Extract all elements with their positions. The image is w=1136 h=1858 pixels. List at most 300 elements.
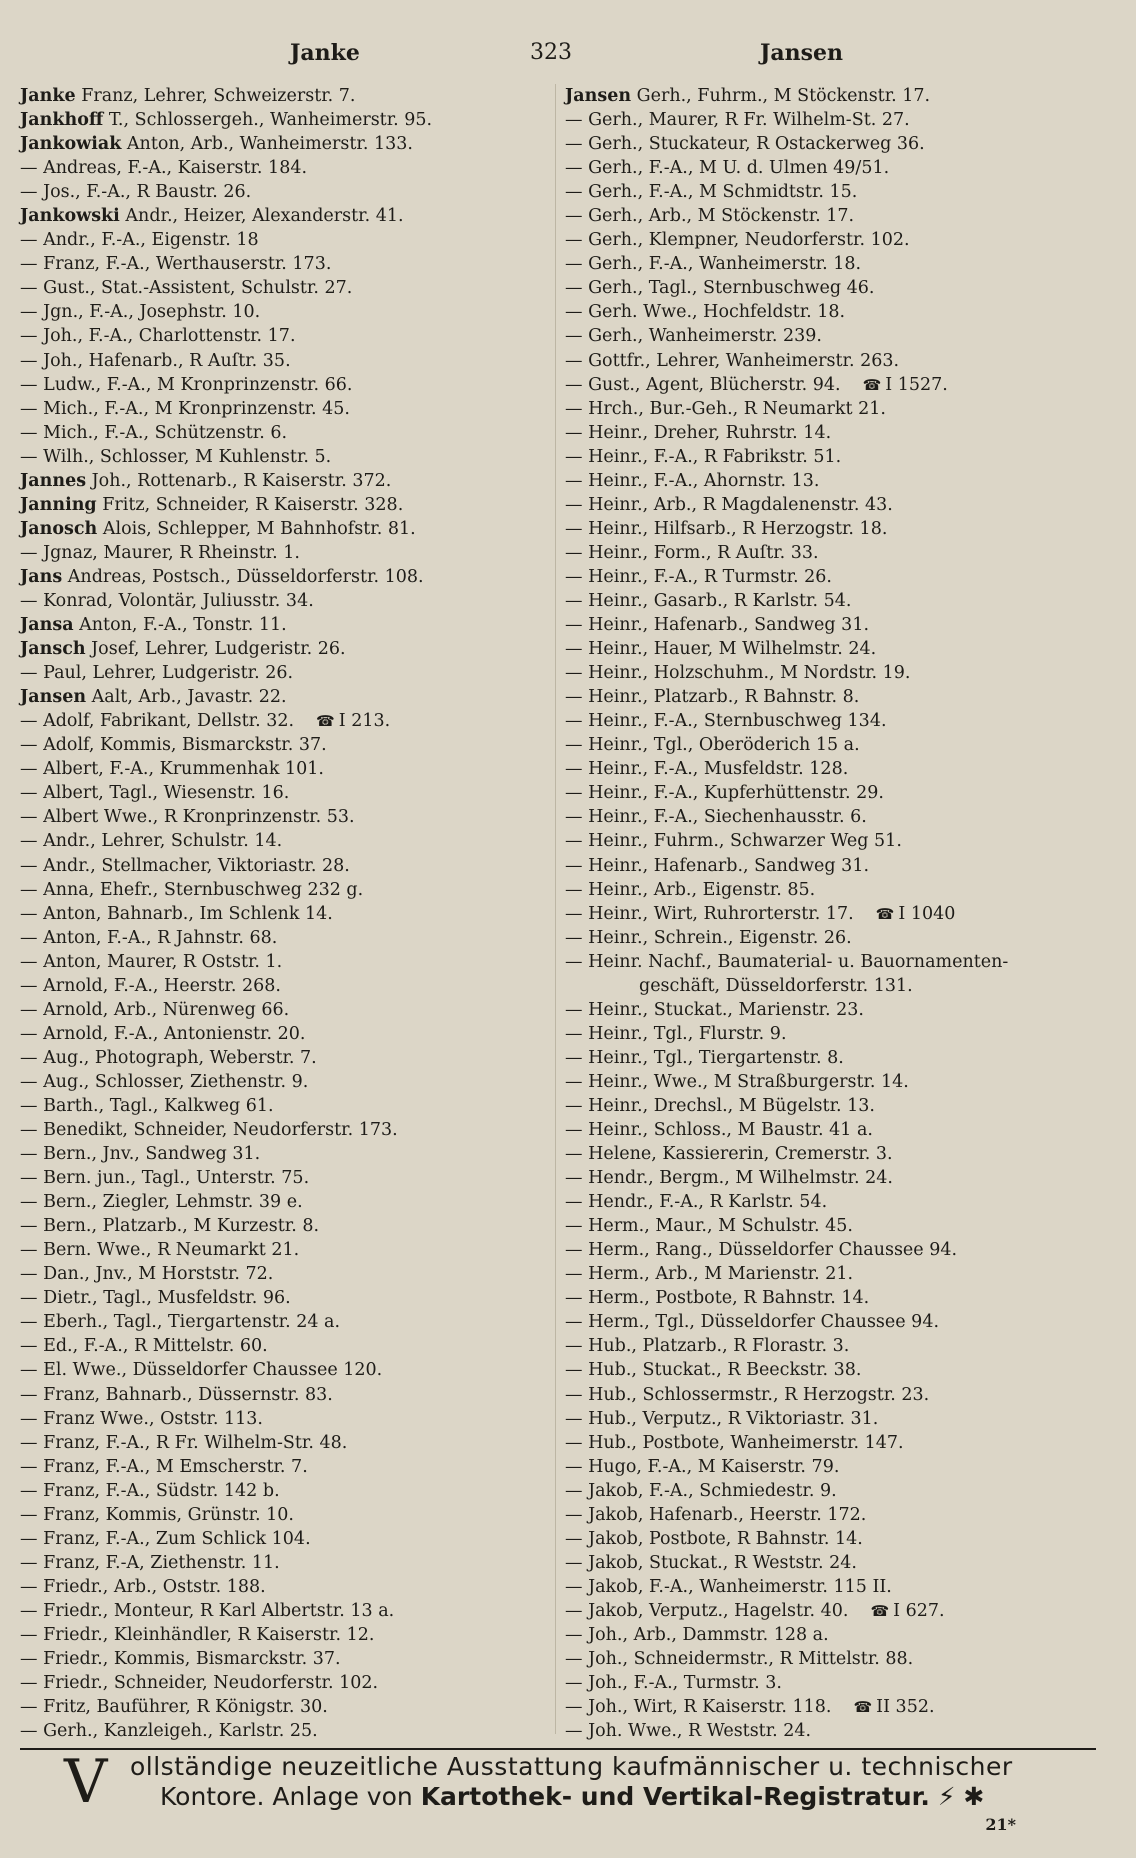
entry-details: Hub., Stuckat., R Beeckstr. 38.: [588, 1360, 862, 1381]
directory-entry: [565, 1094, 1100, 1118]
ditto-dash: —: [20, 735, 38, 756]
directory-entry: [20, 517, 540, 541]
entry-details: Helene, Kassiererin, Cremerstr. 3.: [588, 1144, 893, 1165]
ditto-dash: —: [20, 230, 38, 251]
entry-details: Franz, Lehrer, Schweizerstr. 7.: [81, 86, 356, 106]
entry-details: Franz, F.-A., Südstr. 142 b.: [43, 1480, 280, 1501]
ditto-dash: —: [565, 1192, 583, 1213]
ditto-dash: —: [20, 1649, 38, 1670]
ditto-dash: —: [565, 1673, 583, 1694]
directory-entry: [565, 1503, 1100, 1527]
ditto-dash: —: [565, 1384, 583, 1405]
directory-entry: [565, 84, 1100, 108]
directory-entry: [20, 637, 540, 661]
entry-details: Heinr., Wwe., M Straßburgerstr. 14.: [588, 1071, 909, 1092]
directory-entry: [565, 950, 1100, 974]
ditto-dash: —: [565, 1432, 583, 1453]
ditto-dash: —: [565, 374, 583, 395]
ditto-dash: —: [565, 350, 583, 371]
ad-initial-letter: V: [64, 1747, 108, 1817]
directory-entry: [565, 397, 1100, 421]
entry-details: Heinr., Tgl., Tiergartenstr. 8.: [588, 1047, 844, 1068]
ditto-dash: —: [20, 1168, 38, 1189]
ditto-dash: —: [565, 1552, 583, 1573]
directory-entry: [20, 324, 540, 348]
ditto-dash: —: [20, 1095, 38, 1116]
directory-entry: [565, 974, 1100, 998]
entry-details: Heinr., Tgl., Flurstr. 9.: [588, 1023, 787, 1044]
directory-entry: [20, 1527, 540, 1551]
ditto-dash: —: [565, 1480, 583, 1501]
entry-details: Gerh., Klempner, Neudorferstr. 102.: [588, 230, 910, 251]
directory-entry: [20, 445, 540, 469]
ditto-dash: —: [565, 1264, 583, 1285]
entry-details: Anton, F.-A., Tonstr. 11.: [79, 615, 287, 636]
directory-entry: [565, 637, 1100, 661]
directory-entry: [565, 926, 1100, 950]
entry-details: Joh., Rottenarb., R Kaiserstr. 372.: [91, 470, 392, 491]
telephone-handset-icon: ☎: [870, 1601, 890, 1620]
directory-entry: [565, 1671, 1100, 1695]
ditto-dash: —: [565, 1095, 583, 1116]
entry-details: Gerh., F.-A., M Schmidtstr. 15.: [588, 182, 858, 203]
directory-entry: [20, 84, 540, 108]
entry-details: Gust., Stat.-Assistent, Schulstr. 27.: [43, 278, 353, 299]
entry-details: Franz Wwe., Oststr. 113.: [43, 1408, 263, 1429]
entry-details: Jakob, Stuckat., R Weststr. 24.: [588, 1552, 857, 1573]
ditto-dash: —: [565, 446, 583, 467]
directory-entry: [20, 1719, 540, 1743]
directory-entry: [20, 252, 540, 276]
entry-details: Friedr., Kommis, Bismarckstr. 37.: [43, 1649, 341, 1670]
ditto-dash: —: [565, 1697, 583, 1718]
entry-details: Joh., Hafenarb., R Auſtr. 35.: [43, 350, 291, 371]
entry-details: Albert Wwe., R Kronprinzenstr. 53.: [43, 807, 355, 828]
ditto-dash: —: [565, 470, 583, 491]
ditto-dash: —: [20, 278, 38, 299]
entry-details: Arnold, Arb., Nürenweg 66.: [43, 999, 290, 1020]
entry-details: Wilh., Schlosser, M Kuhlenstr. 5.: [43, 446, 332, 467]
ditto-dash: —: [565, 1047, 583, 1068]
ditto-dash: —: [20, 1120, 38, 1141]
directory-entry: [565, 469, 1100, 493]
directory-entry: [20, 397, 540, 421]
directory-entry: [565, 1214, 1100, 1238]
ad-line-2-a: Kontore. Anlage von: [160, 1782, 421, 1811]
ditto-dash: —: [20, 663, 38, 684]
telephone-number-text: I 1527.: [885, 374, 948, 395]
entry-details: Adolf, Fabrikant, Dellstr. 32.: [43, 711, 295, 732]
ditto-dash: —: [565, 422, 583, 443]
ditto-dash: —: [20, 711, 38, 732]
entry-surname: Jannes: [20, 470, 87, 491]
ditto-dash: —: [20, 1721, 38, 1742]
entry-details: T., Schlossergeh., Wanheimerstr. 95.: [108, 110, 433, 131]
directory-entry: [20, 1623, 540, 1647]
ditto-dash: —: [565, 1071, 583, 1092]
ditto-dash: —: [565, 1408, 583, 1429]
directory-entry: [565, 1527, 1100, 1551]
telephone-number: [870, 1601, 944, 1621]
entry-surname: Jankowiak: [20, 134, 122, 155]
ad-line-2: [160, 1782, 984, 1812]
directory-entry: [565, 1599, 1100, 1623]
ditto-dash: —: [20, 1047, 38, 1068]
directory-entry: [565, 1334, 1100, 1358]
entry-details: Herm., Postbote, R Bahnstr. 14.: [588, 1288, 870, 1309]
ditto-dash: —: [20, 302, 38, 323]
entry-details: Heinr., F.-A., R Fabrikstr. 51.: [588, 446, 842, 467]
ditto-dash: —: [565, 566, 583, 587]
entry-details: Heinr., Fuhrm., Schwarzer Weg 51.: [588, 831, 902, 852]
directory-entry: [20, 1046, 540, 1070]
entry-details: Anna, Ehefr., Sternbuschweg 232 g.: [43, 879, 364, 900]
page-number: 323: [530, 40, 572, 65]
directory-entry: [565, 565, 1100, 589]
column-divider: [555, 84, 556, 1734]
entry-details: Bern., Jnv., Sandweg 31.: [43, 1144, 261, 1165]
entry-details: Anton, Maurer, R Oststr. 1.: [43, 951, 283, 972]
ditto-dash: —: [565, 1312, 583, 1333]
entry-details: Heinr., Hilfsarb., R Herzogstr. 18.: [588, 518, 888, 539]
entry-details: Bern., Platzarb., M Kurzestr. 8.: [43, 1216, 320, 1237]
ditto-dash: —: [565, 1576, 583, 1597]
ditto-dash: —: [20, 422, 38, 443]
ditto-dash: —: [565, 735, 583, 756]
entry-details: Jakob, F.-A., Schmiedestr. 9.: [588, 1480, 837, 1501]
entry-details: Jos., F.-A., R Baustr. 26.: [43, 182, 252, 203]
ditto-dash: —: [20, 1600, 38, 1621]
ditto-dash: —: [565, 999, 583, 1020]
directory-entry: [20, 757, 540, 781]
telephone-number-text: II 352.: [876, 1697, 935, 1718]
directory-entry: [565, 1647, 1100, 1671]
entry-details: Ed., F.-A., R Mittelstr. 60.: [43, 1336, 268, 1357]
directory-entry: [565, 1479, 1100, 1503]
directory-entry: [20, 204, 540, 228]
entry-details: Andr., Heizer, Alexanderstr. 41.: [125, 206, 404, 227]
directory-entry: [20, 902, 540, 926]
ditto-dash: —: [20, 158, 38, 179]
ditto-dash: —: [565, 1504, 583, 1525]
ditto-dash: —: [20, 1312, 38, 1333]
directory-entry: [565, 661, 1100, 685]
ditto-dash: —: [20, 1408, 38, 1429]
entry-details: Franz, Bahnarb., Düssernstr. 83.: [43, 1384, 333, 1405]
entry-details: Aalt, Arb., Javastr. 22.: [91, 687, 287, 708]
ditto-dash: —: [565, 278, 583, 299]
ditto-dash: —: [565, 1023, 583, 1044]
entry-details: Joh. Wwe., R Weststr. 24.: [588, 1721, 812, 1742]
entry-details: Hub., Postbote, Wanheimerstr. 147.: [588, 1432, 904, 1453]
ditto-dash: —: [565, 855, 583, 876]
entry-details: Heinr., F.-A., R Turmstr. 26.: [588, 566, 832, 587]
entry-details: Franz, F.-A., M Emscherstr. 7.: [43, 1456, 308, 1477]
entry-details: Bern. Wwe., R Neumarkt 21.: [43, 1240, 300, 1261]
directory-entry: [20, 709, 540, 733]
entry-surname: Janke: [20, 86, 76, 106]
ditto-dash: —: [20, 1697, 38, 1718]
directory-entry: [565, 1070, 1100, 1094]
directory-entry: [20, 613, 540, 637]
directory-entry: [20, 565, 540, 589]
directory-entry: [565, 349, 1100, 373]
directory-entry: [20, 829, 540, 853]
directory-entry: [20, 1455, 540, 1479]
entry-details: Heinr. Nachf., Baumaterial- u. Bauornamenten-: [588, 951, 1009, 972]
ditto-dash: —: [565, 230, 583, 251]
entry-details: Friedr., Arb., Oststr. 188.: [43, 1576, 266, 1597]
directory-entry: [565, 517, 1100, 541]
entry-details: Gerh., F.-A., M U. d. Ulmen 49/51.: [588, 158, 890, 179]
entry-details: Joh., Wirt, R Kaiserstr. 118.: [588, 1697, 832, 1718]
ditto-dash: —: [20, 975, 38, 996]
ditto-dash: —: [20, 350, 38, 371]
ditto-dash: —: [565, 639, 583, 660]
ditto-dash: —: [565, 1336, 583, 1357]
telephone-number: [876, 904, 956, 924]
entry-details: Franz, Kommis, Grünstr. 10.: [43, 1504, 294, 1525]
entry-details: Dietr., Tagl., Musfeldstr. 96.: [43, 1288, 291, 1309]
entry-details: Benedikt, Schneider, Neudorferstr. 173.: [43, 1120, 398, 1141]
entry-details: Alois, Schlepper, M Bahnhofstr. 81.: [102, 518, 416, 539]
entry-details: Heinr., Arb., Eigenstr. 85.: [588, 879, 816, 900]
ad-line-1: ollständige neuzeitliche Ausstattung kaufmännischer u. technischer: [130, 1752, 1013, 1781]
directory-entry: [565, 373, 1100, 397]
entry-details: Gerh., Maurer, R Fr. Wilhelm-St. 27.: [588, 110, 910, 131]
ditto-dash: —: [20, 1625, 38, 1645]
entry-details: Friedr., Kleinhändler, R Kaiserstr. 12.: [43, 1625, 375, 1645]
ditto-dash: —: [20, 398, 38, 419]
directory-entry: [20, 228, 540, 252]
entry-details: Adolf, Kommis, Bismarckstr. 37.: [43, 735, 327, 756]
directory-entry: [565, 1142, 1100, 1166]
directory-entry: [20, 156, 540, 180]
entry-details: Jakob, F.-A., Wanheimerstr. 115 II.: [588, 1576, 892, 1597]
entry-details: Josef, Lehrer, Ludgeristr. 26.: [91, 639, 346, 660]
ditto-dash: —: [565, 1120, 583, 1141]
ad-line-2-b: Kartothek- und Vertikal-Registratur.: [420, 1782, 930, 1811]
directory-entry: [20, 854, 540, 878]
entry-details: Heinr., Hafenarb., Sandweg 31.: [588, 615, 870, 636]
entry-details: Franz, F.-A., Zum Schlick 104.: [43, 1528, 311, 1549]
entry-details: Hub., Verputz., R Viktoriastr. 31.: [588, 1408, 879, 1429]
left-column: [20, 84, 540, 1743]
directory-entry: [565, 902, 1100, 926]
directory-entry: [20, 276, 540, 300]
directory-entry: [20, 1671, 540, 1695]
ditto-dash: —: [565, 590, 583, 611]
entry-surname: Jansa: [20, 615, 74, 636]
entry-details: Herm., Maur., M Schulstr. 45.: [588, 1216, 853, 1237]
directory-entry: [565, 1262, 1100, 1286]
entry-details: Franz, F.-A., R Fr. Wilhelm-Str. 48.: [43, 1432, 348, 1453]
directory-entry: [20, 1142, 540, 1166]
ditto-dash: —: [565, 1721, 583, 1742]
directory-entry: [565, 1575, 1100, 1599]
entry-details: Joh., Schneidermstr., R Mittelstr. 88.: [588, 1649, 914, 1670]
entry-details: Heinr., Holzschuhm., M Nordstr. 19.: [588, 663, 911, 684]
entry-details: Heinr., Hafenarb., Sandweg 31.: [588, 855, 870, 876]
entry-details: Anton, Bahnarb., Im Schlenk 14.: [43, 903, 333, 924]
directory-entry: [565, 1022, 1100, 1046]
directory-entry: [20, 1190, 540, 1214]
entry-details: Anton, Arb., Wanheimerstr. 133.: [126, 134, 413, 155]
entry-details: Aug., Photograph, Weberstr. 7.: [43, 1047, 317, 1068]
directory-entry: [20, 1070, 540, 1094]
ditto-dash: —: [20, 446, 38, 467]
ditto-dash: —: [565, 831, 583, 852]
entry-details: Friedr., Monteur, R Karl Albertstr. 13 a.: [43, 1600, 395, 1621]
ditto-dash: —: [565, 1600, 583, 1621]
directory-entry: [20, 685, 540, 709]
entry-details: Gerh., F.-A., Wanheimerstr. 18.: [588, 254, 862, 275]
ditto-dash: —: [565, 903, 583, 924]
entry-details: Arnold, F.-A., Heerstr. 268.: [43, 975, 281, 996]
ditto-dash: —: [20, 783, 38, 804]
entry-details: Bern. jun., Tagl., Unterstr. 75.: [43, 1168, 310, 1189]
entry-details: Heinr., Wirt, Ruhrorterstr. 17.: [588, 903, 854, 924]
directory-entry: [20, 1238, 540, 1262]
ditto-dash: —: [565, 783, 583, 804]
directory-entry: [565, 300, 1100, 324]
ditto-dash: —: [20, 879, 38, 900]
entry-details: Jakob, Verputz., Hagelstr. 40.: [588, 1600, 849, 1621]
ad-line-2-c: ⚡ ✱: [929, 1782, 985, 1811]
entry-details: Hendr., Bergm., M Wilhelmstr. 24.: [588, 1168, 893, 1189]
directory-entry: [565, 1358, 1100, 1382]
entry-details: Mich., F.-A., M Kronprinzenstr. 45.: [43, 398, 350, 419]
ditto-dash: —: [20, 1504, 38, 1525]
directory-entry: [565, 1407, 1100, 1431]
entry-details: Mich., F.-A., Schützenstr. 6.: [43, 422, 288, 443]
entry-details: Dan., Jnv., M Horststr. 72.: [43, 1264, 274, 1285]
entry-details: Jakob, Postbote, R Bahnstr. 14.: [588, 1528, 863, 1549]
directory-entry: [565, 1695, 1100, 1719]
entry-details: Fritz, Schneider, R Kaiserstr. 328.: [102, 494, 404, 515]
ditto-dash: —: [20, 927, 38, 948]
entry-surname: Jansen: [20, 687, 87, 708]
entry-details: Fritz, Bauführer, R Königstr. 30.: [43, 1697, 328, 1718]
ditto-dash: —: [20, 1432, 38, 1453]
ditto-dash: —: [20, 1576, 38, 1597]
directory-entry: [565, 228, 1100, 252]
directory-entry: [565, 1118, 1100, 1142]
entry-surname: Jankhoff: [20, 110, 104, 131]
entry-details: Hub., Platzarb., R Florastr. 3.: [588, 1336, 850, 1357]
directory-entry: [565, 1166, 1100, 1190]
entry-details: Barth., Tagl., Kalkweg 61.: [43, 1095, 274, 1116]
ditto-dash: —: [565, 1216, 583, 1237]
telephone-handset-icon: ☎: [316, 712, 335, 731]
ditto-dash: —: [20, 182, 38, 203]
directory-entry: [565, 445, 1100, 469]
ditto-dash: —: [20, 1336, 38, 1357]
directory-entry: [20, 1479, 540, 1503]
directory-entry: [20, 1551, 540, 1575]
telephone-number: [316, 711, 390, 731]
directory-entry: [20, 1599, 540, 1623]
directory-entry: [565, 733, 1100, 757]
directory-entry: [20, 1407, 540, 1431]
entry-details: Heinr., Dreher, Ruhrstr. 14.: [588, 422, 832, 443]
ditto-dash: —: [20, 1288, 38, 1309]
ditto-dash: —: [565, 1168, 583, 1189]
directory-entry: [20, 1166, 540, 1190]
directory-entry: [20, 1094, 540, 1118]
directory-entry: [20, 1214, 540, 1238]
ditto-dash: —: [565, 759, 583, 780]
ditto-dash: —: [20, 999, 38, 1020]
ditto-dash: —: [20, 374, 38, 395]
directory-entry: [20, 421, 540, 445]
directory-entry: [20, 878, 540, 902]
entry-details: Joh., F.-A., Turmstr. 3.: [588, 1673, 782, 1694]
entry-details: Heinr., F.-A., Ahornstr. 13.: [588, 470, 820, 491]
ditto-dash: —: [565, 302, 583, 323]
entry-details: Heinr., F.-A., Kupferhüttenstr. 29.: [588, 783, 884, 804]
ditto-dash: —: [20, 1264, 38, 1285]
ditto-dash: —: [565, 1240, 583, 1261]
directory-entry: [565, 156, 1100, 180]
directory-entry: [565, 998, 1100, 1022]
directory-entry: [565, 757, 1100, 781]
entry-details: Heinr., Form., R Auſtr. 33.: [588, 542, 819, 563]
directory-entry: [20, 805, 540, 829]
ditto-dash: —: [20, 903, 38, 924]
telephone-number: [853, 1697, 934, 1717]
ditto-dash: —: [565, 1360, 583, 1381]
directory-entry: [20, 974, 540, 998]
entry-details: Hugo, F.-A., M Kaiserstr. 79.: [588, 1456, 840, 1477]
entry-details: Heinr., F.-A., Musfeldstr. 128.: [588, 759, 849, 780]
entry-details: Jgnaz, Maurer, R Rheinstr. 1.: [43, 542, 300, 563]
directory-entry: [20, 132, 540, 156]
directory-entry: [20, 1310, 540, 1334]
directory-entry: [20, 493, 540, 517]
ditto-dash: —: [565, 687, 583, 708]
ditto-dash: —: [565, 807, 583, 828]
entry-details: Heinr., Platzarb., R Bahnstr. 8.: [588, 687, 860, 708]
advertisement: [20, 1747, 1096, 1817]
entry-details: Heinr., Tgl., Oberöderich 15 a.: [588, 735, 860, 756]
entry-details: Andr., F.-A., Eigenstr. 18: [43, 230, 259, 251]
directory-entry: [20, 541, 540, 565]
entry-surname: Janning: [20, 494, 97, 515]
entry-details: Aug., Schlosser, Ziethenstr. 9.: [43, 1071, 309, 1092]
entry-details: geschäft, Düsseldorferstr. 131.: [639, 975, 913, 996]
entry-details: Gerh., Arb., M Stöckenstr. 17.: [588, 206, 855, 227]
telephone-number: [863, 375, 948, 395]
entry-surname: Jansch: [20, 639, 86, 660]
ditto-dash: —: [20, 254, 38, 275]
directory-entry: [20, 469, 540, 493]
telephone-number-text: I 627.: [893, 1600, 945, 1621]
directory-entry: [20, 300, 540, 324]
entry-details: Joh., F.-A., Charlottenstr. 17.: [43, 326, 296, 347]
ditto-dash: —: [565, 927, 583, 948]
entry-details: Jgn., F.-A., Josephstr. 10.: [43, 302, 261, 323]
entry-details: Franz, F.-A, Ziethenstr. 11.: [43, 1552, 280, 1573]
directory-entry: [20, 1358, 540, 1382]
entry-details: Bern., Ziegler, Lehmstr. 39 e.: [43, 1192, 303, 1213]
entry-details: Gerh., Stuckateur, R Ostackerweg 36.: [588, 134, 925, 155]
ditto-dash: —: [20, 807, 38, 828]
entry-details: Andreas, F.-A., Kaiserstr. 184.: [43, 158, 308, 179]
directory-entry: [20, 180, 540, 204]
entry-details: Konrad, Volontär, Juliusstr. 34.: [43, 590, 314, 611]
entry-surname: Janosch: [20, 518, 98, 539]
